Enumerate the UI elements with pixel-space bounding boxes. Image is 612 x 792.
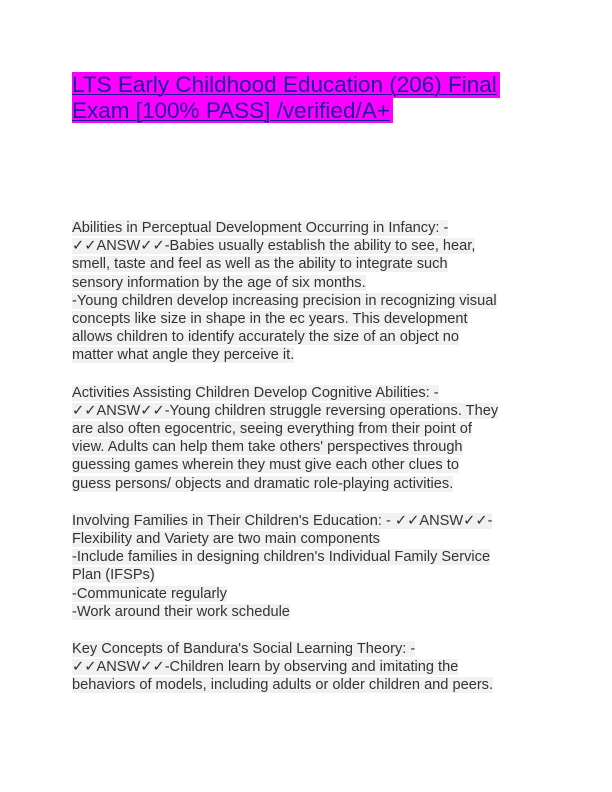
text-line: view. Adults can help them take others' perspectives through — [72, 439, 463, 456]
text-line: behaviors of models, including adults or older children and peers. — [72, 677, 494, 694]
text-line: ✓✓ANSW✓✓-Babies usually establish the ability to see, hear, — [72, 238, 476, 255]
document-title — [72, 72, 542, 123]
qa-entry-involving-families — [72, 512, 552, 621]
text-line: Flexibility and Variety are two main components — [72, 531, 380, 548]
text-line: Involving Families in Their Children's Education: - ✓✓ANSW✓✓- — [72, 512, 493, 529]
text-line: sensory information by the age of six months. — [72, 274, 366, 291]
text-line: matter what angle they perceive it. — [72, 347, 295, 364]
text-line: allows children to identify accurately the size of an object no — [72, 329, 459, 346]
text-line: ✓✓ANSW✓✓-Children learn by observing and imitating the — [72, 659, 459, 676]
text-line: Abilities in Perceptual Development Occurring in Infancy: - — [72, 220, 449, 236]
qa-entry-perceptual-development — [72, 219, 552, 365]
text-line: Activities Assisting Children Develop Cognitive Abilities: - — [72, 384, 439, 401]
text-line: -Communicate regularly — [72, 585, 227, 602]
text-line: concepts like size in shape in the ec years. This development — [72, 311, 468, 328]
text-line: guess persons/ objects and dramatic role-playing activities. — [72, 475, 454, 492]
text-line: -Include families in designing children's Individual Family Service — [72, 549, 491, 566]
text-line: Plan (IFSPs) — [72, 567, 155, 584]
text-line: smell, taste and feel as well as the ability to integrate such — [72, 256, 448, 273]
text-line: Key Concepts of Bandura's Social Learning Theory: - — [72, 641, 416, 658]
text-line: ✓✓ANSW✓✓-Young children struggle reversing operations. They — [72, 402, 499, 419]
text-line: guessing games wherein they must give each other clues to — [72, 457, 459, 474]
title-line-2: Exam [100% PASS] /verified/A+ — [72, 98, 393, 124]
qa-entry-bandura-theory — [72, 640, 552, 695]
qa-entry-cognitive-abilities — [72, 384, 552, 493]
text-line: -Young children develop increasing precision in recognizing visual — [72, 292, 497, 309]
text-line: -Work around their work schedule — [72, 603, 290, 620]
title-line-1: LTS Early Childhood Education (206) Final — [72, 72, 500, 98]
text-line: are also often egocentric, seeing everything from their point of — [72, 421, 472, 438]
question-answer-list — [72, 219, 552, 714]
